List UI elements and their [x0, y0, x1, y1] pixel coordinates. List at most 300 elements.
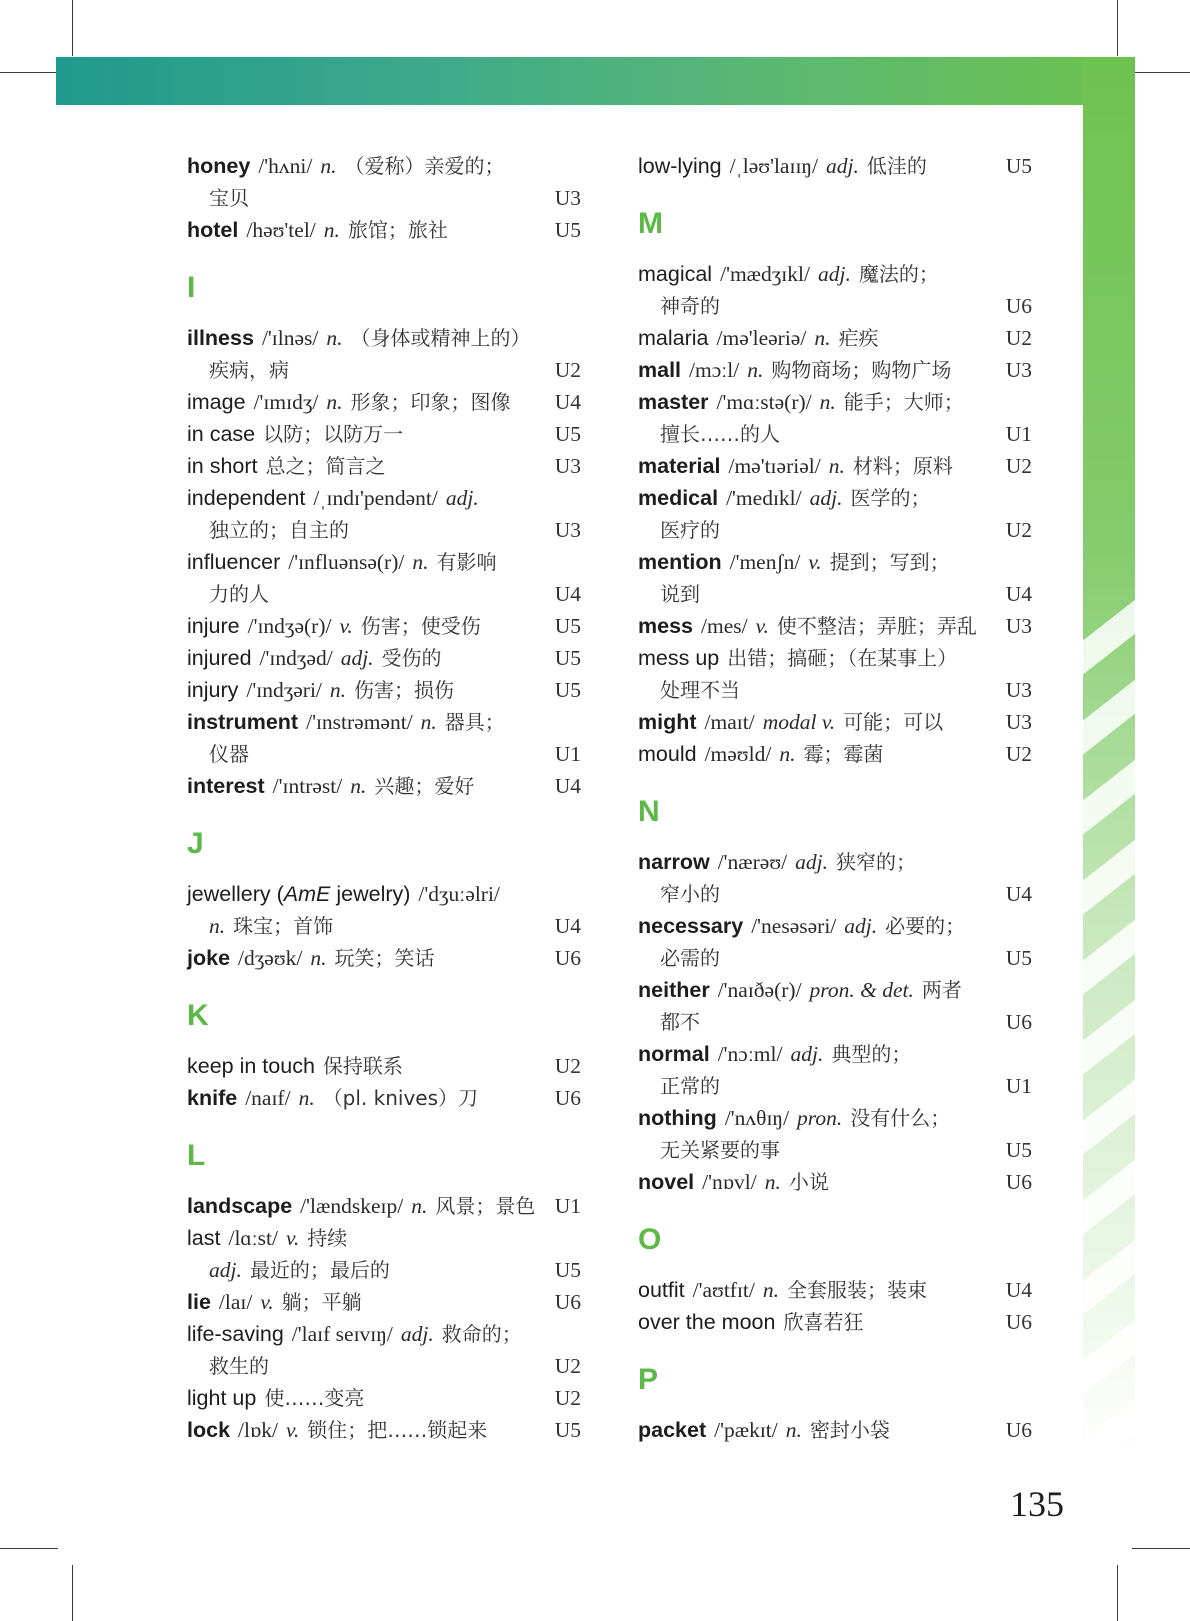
- chinese-definition: 疟疾: [838, 326, 879, 350]
- part-of-speech: adj.: [790, 1042, 824, 1066]
- crop-mark: [72, 1565, 73, 1621]
- unit-label: U2: [1005, 326, 1032, 350]
- headword: malaria: [638, 326, 709, 350]
- chinese-definition: 医学的；: [850, 486, 931, 510]
- part-of-speech: n.: [310, 946, 327, 970]
- unit-label: U5: [1005, 1138, 1032, 1162]
- unit-label: U3: [554, 186, 581, 210]
- chinese-definition: 都不: [660, 1010, 700, 1034]
- entry-headline: [638, 150, 1032, 182]
- entry-headline: [638, 610, 1032, 642]
- glossary-entry: [187, 610, 581, 642]
- chinese-definition: 救生的: [209, 1354, 269, 1378]
- headword: honey: [187, 154, 251, 178]
- letter-section: [638, 796, 1032, 1198]
- part-of-speech: v.: [285, 1226, 300, 1250]
- entry-headline: [187, 418, 581, 450]
- part-of-speech: v.: [260, 1290, 274, 1314]
- unit-label: U5: [554, 218, 581, 242]
- glossary-entry: [638, 706, 1032, 738]
- unit-label: U2: [1005, 454, 1032, 478]
- headword: magical: [638, 262, 713, 286]
- phonetic: /mes/: [701, 614, 748, 638]
- unit-label: U1: [1005, 1074, 1032, 1098]
- entry-continuation: [638, 1134, 1032, 1166]
- headword: lie: [187, 1290, 211, 1314]
- headword: material: [638, 454, 721, 478]
- headword: illness: [187, 326, 254, 350]
- crop-mark: [0, 72, 58, 73]
- chinese-definition: 窄小的: [660, 882, 720, 906]
- entry-continuation: [638, 578, 1032, 610]
- chinese-definition: 说到: [660, 582, 700, 606]
- part-of-speech: adj.: [817, 262, 851, 286]
- headword: landscape: [187, 1194, 293, 1218]
- unit-label: U1: [554, 742, 581, 766]
- entry-headline: [187, 610, 581, 642]
- headword: injured: [187, 646, 252, 670]
- glossary-entry: [638, 738, 1032, 770]
- chinese-definition: 小说: [788, 1170, 829, 1194]
- phonetic: /lɑːst/: [228, 1226, 278, 1250]
- entry-headline: [638, 482, 1032, 514]
- left-column: [187, 150, 581, 1446]
- glossary-entry: [638, 1306, 1032, 1338]
- glossary-entry: [638, 546, 1032, 610]
- entry-continuation: [187, 182, 581, 214]
- chinese-definition: 珠宝；首饰: [233, 914, 334, 938]
- entry-headline: [638, 706, 1032, 738]
- entry-headline: [638, 738, 1032, 770]
- phonetic: /'ɪlnəs/: [261, 326, 319, 350]
- entry-continuation: [638, 514, 1032, 546]
- unit-label: U6: [1005, 1418, 1032, 1442]
- letter-section: [187, 1000, 581, 1114]
- glossary-entry: [638, 846, 1032, 910]
- chinese-definition: 旅馆；旅社: [347, 218, 448, 242]
- chinese-definition: 两者: [921, 978, 962, 1002]
- glossary-entry: [187, 706, 581, 770]
- headword: independent: [187, 486, 306, 510]
- chinese-definition: 疾病，病: [209, 358, 289, 382]
- phonetic: /'nærəʊ/: [717, 850, 788, 874]
- part-of-speech: adj.: [445, 486, 479, 510]
- unit-label: U3: [554, 518, 581, 542]
- chinese-definition: 伤害；损伤: [354, 678, 455, 702]
- section-letter: I: [187, 271, 196, 304]
- glossary-entry: [187, 642, 581, 674]
- entry-headline: [187, 150, 581, 182]
- entry-headline: [187, 878, 581, 910]
- chinese-definition: 低洼的: [866, 154, 927, 178]
- glossary-entry: [638, 1414, 1032, 1446]
- entry-continuation: [638, 290, 1032, 322]
- unit-label: U2: [1005, 742, 1032, 766]
- chinese-definition: （身体或精神上的）: [350, 326, 531, 350]
- part-of-speech: n.: [323, 218, 340, 242]
- entry-continuation: [638, 674, 1032, 706]
- headword: neither: [638, 978, 710, 1002]
- letter-section: [187, 272, 581, 802]
- part-of-speech: adj.: [844, 914, 878, 938]
- entry-continuation: [187, 354, 581, 386]
- variant-note: jewelry): [330, 882, 411, 906]
- headword: joke: [187, 946, 231, 970]
- part-of-speech: pron.: [797, 1106, 843, 1130]
- phonetic: /'mædʒɪkl/: [720, 262, 810, 286]
- chinese-definition: 使……变亮: [264, 1386, 365, 1410]
- chinese-definition: 最近的；最后的: [249, 1258, 390, 1282]
- phonetic: /'ɪndʒəri/: [246, 678, 322, 702]
- chinese-definition: 可能；可以: [843, 710, 944, 734]
- variant-note: (: [270, 882, 284, 906]
- unit-label: U3: [1005, 678, 1032, 702]
- headword: in short: [187, 454, 258, 478]
- entry-headline: [187, 674, 581, 706]
- entry-headline: [187, 642, 581, 674]
- page-number: 135: [1010, 1484, 1064, 1524]
- chinese-definition: 欣喜若狂: [783, 1310, 864, 1334]
- part-of-speech: adj.: [400, 1322, 434, 1346]
- letter-section: [187, 828, 581, 974]
- part-of-speech: adj.: [209, 1258, 242, 1282]
- chinese-definition: 密封小袋: [809, 1418, 890, 1442]
- part-of-speech: adj.: [795, 850, 828, 874]
- part-of-speech: n.: [762, 1278, 779, 1302]
- crop-mark: [72, 0, 73, 56]
- headword: knife: [187, 1086, 238, 1110]
- part-of-speech: n.: [411, 1194, 428, 1218]
- chinese-definition: 风景；景色: [435, 1194, 536, 1218]
- chinese-definition: 正常的: [660, 1074, 720, 1098]
- unit-label: U5: [554, 1258, 581, 1282]
- unit-label: U2: [554, 1354, 581, 1378]
- unit-label: U6: [554, 1086, 581, 1110]
- phonetic: /mə'leəriə/: [716, 326, 807, 350]
- chinese-definition: 魔法的；: [858, 262, 939, 286]
- chinese-definition: 器具；: [444, 710, 505, 734]
- unit-label: U5: [1005, 154, 1032, 178]
- glossary-entry: [187, 546, 581, 610]
- headword: mess: [638, 614, 693, 638]
- glossary-entry: [638, 642, 1032, 706]
- chinese-definition: （pl. knives）刀: [322, 1086, 479, 1110]
- entry-continuation: [187, 578, 581, 610]
- unit-label: U1: [554, 1194, 581, 1218]
- part-of-speech: n.: [320, 154, 337, 178]
- part-of-speech: v.: [755, 614, 769, 638]
- chinese-definition: 躺；平躺: [281, 1290, 362, 1314]
- phonetic: /'nesəsəri/: [751, 914, 837, 938]
- headword: novel: [638, 1170, 695, 1194]
- unit-label: U2: [1005, 518, 1032, 542]
- entry-headline: [187, 482, 581, 514]
- chinese-definition: 独立的；自主的: [209, 518, 349, 542]
- chinese-definition: 兴趣；爱好: [374, 774, 475, 798]
- entry-headline: [638, 258, 1032, 290]
- phonetic: /mɔːl/: [689, 358, 740, 382]
- unit-label: U5: [554, 678, 581, 702]
- chinese-definition: 全套服装；装束: [787, 1278, 927, 1302]
- part-of-speech: v.: [339, 614, 353, 638]
- headword: narrow: [638, 850, 710, 874]
- phonetic: /ˌɪndɪ'pendənt/: [313, 486, 438, 510]
- glossary-entry: [638, 974, 1032, 1038]
- entry-headline: [638, 450, 1032, 482]
- part-of-speech: n.: [350, 774, 367, 798]
- entry-continuation: [187, 514, 581, 546]
- unit-label: U4: [1005, 1278, 1032, 1302]
- entry-continuation: [187, 1254, 581, 1286]
- entry-headline: [638, 910, 1032, 942]
- part-of-speech: pron. & det.: [809, 978, 914, 1002]
- chinese-definition: 玩笑；笑话: [334, 946, 435, 970]
- glossary-entry: [187, 674, 581, 706]
- chinese-definition: 救命的；: [441, 1322, 522, 1346]
- part-of-speech: n.: [326, 326, 343, 350]
- headword: injure: [187, 614, 240, 638]
- unit-label: U4: [554, 914, 581, 938]
- part-of-speech: n.: [326, 390, 343, 414]
- glossary-entry: [638, 322, 1032, 354]
- unit-label: U6: [1005, 1170, 1032, 1194]
- part-of-speech: v.: [808, 550, 822, 574]
- chinese-definition: 伤害；使受伤: [360, 614, 481, 638]
- chinese-definition: 使不整洁；弄脏；弄乱: [776, 614, 977, 638]
- chinese-definition: 购物商场；购物广场: [771, 358, 952, 382]
- entry-continuation: [187, 738, 581, 770]
- headword: life-saving: [187, 1322, 284, 1346]
- part-of-speech: modal v.: [762, 710, 836, 734]
- unit-label: U3: [1005, 614, 1032, 638]
- phonetic: /'ɪmɪdʒ/: [253, 390, 319, 414]
- unit-label: U5: [554, 422, 581, 446]
- entry-headline: [638, 354, 1032, 386]
- chinese-definition: 以防；以防万一: [263, 422, 404, 446]
- unit-label: U6: [1005, 294, 1032, 318]
- chinese-definition: 处理不当: [660, 678, 740, 702]
- chinese-definition: 受伤的: [381, 646, 442, 670]
- headword: over the moon: [638, 1310, 776, 1334]
- glossary-entry: [638, 610, 1032, 642]
- part-of-speech: n.: [298, 1086, 315, 1110]
- letter-section: [638, 1364, 1032, 1446]
- unit-label: U6: [1005, 1010, 1032, 1034]
- phonetic: /'nɒvl/: [702, 1170, 757, 1194]
- entry-headline: [638, 322, 1032, 354]
- headword: instrument: [187, 710, 299, 734]
- crop-mark: [0, 1548, 58, 1549]
- right-column: [638, 150, 1032, 1446]
- phonetic: /lɒk/: [238, 1418, 278, 1442]
- phonetic: /həʊ'tel/: [246, 218, 316, 242]
- chinese-definition: 形象；印象；图像: [350, 390, 511, 414]
- glossary-entry: [638, 150, 1032, 182]
- chinese-definition: 无关紧要的事: [660, 1138, 780, 1162]
- phonetic: /'hʌni/: [258, 154, 313, 178]
- glossary-entry: [187, 1382, 581, 1414]
- headword: outfit: [638, 1278, 685, 1302]
- unit-label: U2: [554, 1386, 581, 1410]
- unit-label: U6: [554, 946, 581, 970]
- part-of-speech: n.: [412, 550, 429, 574]
- chinese-definition: 宝贝: [209, 186, 249, 210]
- header-gradient-band: [56, 57, 1135, 105]
- phonetic: /'ɪntrəst/: [272, 774, 343, 798]
- phonetic: /ˌləʊ'laɪɪŋ/: [729, 154, 819, 178]
- letter-section: [638, 1224, 1032, 1338]
- unit-label: U4: [1005, 882, 1032, 906]
- chinese-definition: 保持联系: [322, 1054, 403, 1078]
- entry-headline: [187, 1222, 581, 1254]
- headword: interest: [187, 774, 265, 798]
- entry-headline: [187, 1318, 581, 1350]
- section-letter: L: [187, 1139, 206, 1172]
- phonetic: /laɪ/: [218, 1290, 253, 1314]
- glossary-entry: [187, 878, 581, 942]
- headword: influencer: [187, 550, 281, 574]
- headword: mould: [638, 742, 697, 766]
- headword: nothing: [638, 1106, 717, 1130]
- crop-mark: [1117, 1565, 1118, 1621]
- glossary-entry: [187, 942, 581, 974]
- section-letter: N: [638, 795, 660, 828]
- unit-label: U4: [1005, 582, 1032, 606]
- chinese-definition: 总之；简言之: [265, 454, 386, 478]
- glossary-entry: [187, 386, 581, 418]
- glossary-entry: [187, 1318, 581, 1382]
- phonetic: /naɪf/: [245, 1086, 291, 1110]
- letter-section: [638, 150, 1032, 182]
- chinese-definition: 必需的: [660, 946, 720, 970]
- letter-section: [638, 208, 1032, 770]
- headword: last: [187, 1226, 221, 1250]
- glossary-entry: [638, 910, 1032, 974]
- phonetic: /'aʊtfɪt/: [692, 1278, 755, 1302]
- headword: packet: [638, 1418, 707, 1442]
- unit-label: U3: [554, 454, 581, 478]
- chinese-definition: 持续: [307, 1226, 348, 1250]
- unit-label: U4: [554, 774, 581, 798]
- headword: normal: [638, 1042, 710, 1066]
- entry-headline: [638, 546, 1032, 578]
- headword: low-lying: [638, 154, 722, 178]
- entry-headline: [638, 846, 1032, 878]
- headword: in case: [187, 422, 256, 446]
- part-of-speech: n.: [779, 742, 796, 766]
- entry-continuation: [638, 418, 1032, 450]
- glossary-entry: [638, 258, 1032, 322]
- entry-headline: [187, 1382, 581, 1414]
- glossary-entry: [638, 1038, 1032, 1102]
- phonetic: /'medɪkl/: [726, 486, 802, 510]
- unit-label: U5: [554, 1418, 581, 1442]
- glossary-entry: [638, 386, 1032, 450]
- entry-headline: [638, 1166, 1032, 1198]
- phonetic: /'dʒuːəlri/: [418, 882, 500, 906]
- chinese-definition: 材料；原料: [852, 454, 953, 478]
- headword: lock: [187, 1418, 231, 1442]
- headword: master: [638, 390, 709, 414]
- glossary-entry: [638, 482, 1032, 546]
- entry-continuation: [638, 1070, 1032, 1102]
- entry-headline: [187, 942, 581, 974]
- entry-headline: [638, 642, 1032, 674]
- headword: injury: [187, 678, 239, 702]
- chinese-definition: 擅长……的人: [660, 422, 780, 446]
- headword: image: [187, 390, 246, 414]
- entry-headline: [187, 1082, 581, 1114]
- entry-continuation: [187, 1350, 581, 1382]
- glossary-entry: [187, 450, 581, 482]
- glossary-entry: [187, 1286, 581, 1318]
- entry-headline: [187, 1286, 581, 1318]
- part-of-speech: n.: [747, 358, 764, 382]
- chinese-definition: 霉；霉菌: [803, 742, 884, 766]
- entry-headline: [187, 214, 581, 246]
- glossary-entry: [187, 482, 581, 546]
- section-letter: O: [638, 1223, 662, 1256]
- unit-label: U5: [1005, 946, 1032, 970]
- entry-headline: [187, 706, 581, 738]
- glossary-entry: [187, 770, 581, 802]
- phonetic: /'nʌθɪŋ/: [724, 1106, 790, 1130]
- chinese-definition: 能手；大师；: [843, 390, 964, 414]
- part-of-speech: n.: [814, 326, 831, 350]
- phonetic: /'ɪnstrəmənt/: [306, 710, 413, 734]
- glossary-entry: [187, 322, 581, 386]
- entry-headline: [187, 770, 581, 802]
- part-of-speech: v.: [285, 1418, 300, 1442]
- part-of-speech: n.: [329, 678, 347, 702]
- glossary-entry: [638, 354, 1032, 386]
- headword: necessary: [638, 914, 744, 938]
- glossary-entry: [638, 450, 1032, 482]
- unit-label: U5: [554, 646, 581, 670]
- chinese-definition: 提到；写到；: [829, 550, 950, 574]
- unit-label: U2: [554, 1054, 581, 1078]
- entry-headline: [187, 546, 581, 578]
- side-gradient-band: [1083, 57, 1135, 1461]
- entry-headline: [638, 1414, 1032, 1446]
- phonetic: /məʊld/: [704, 742, 772, 766]
- part-of-speech: n.: [828, 454, 845, 478]
- chinese-definition: （爱称）亲爱的；: [344, 154, 505, 178]
- phonetic: /maɪt/: [704, 710, 755, 734]
- part-of-speech: adj.: [809, 486, 843, 510]
- entry-headline: [187, 450, 581, 482]
- headword: mall: [638, 358, 682, 382]
- glossary-entry: [187, 1222, 581, 1286]
- unit-label: U2: [554, 358, 581, 382]
- headword: keep in touch: [187, 1054, 315, 1078]
- entry-continuation: [638, 878, 1032, 910]
- part-of-speech: adj.: [826, 154, 859, 178]
- phonetic: /'pækɪt/: [714, 1418, 778, 1442]
- headword: mess up: [638, 646, 720, 670]
- phonetic: /'nɔːml/: [717, 1042, 783, 1066]
- entry-headline: [187, 322, 581, 354]
- phonetic: /'lændskeɪp/: [300, 1194, 404, 1218]
- unit-label: U5: [554, 614, 581, 638]
- section-letter: P: [638, 1363, 659, 1396]
- part-of-speech: adj.: [340, 646, 374, 670]
- phonetic: /'ɪndʒə(r)/: [247, 614, 332, 638]
- crop-mark: [1117, 0, 1118, 56]
- headword: hotel: [187, 218, 239, 242]
- headword: light up: [187, 1386, 257, 1410]
- letter-section: [187, 150, 581, 246]
